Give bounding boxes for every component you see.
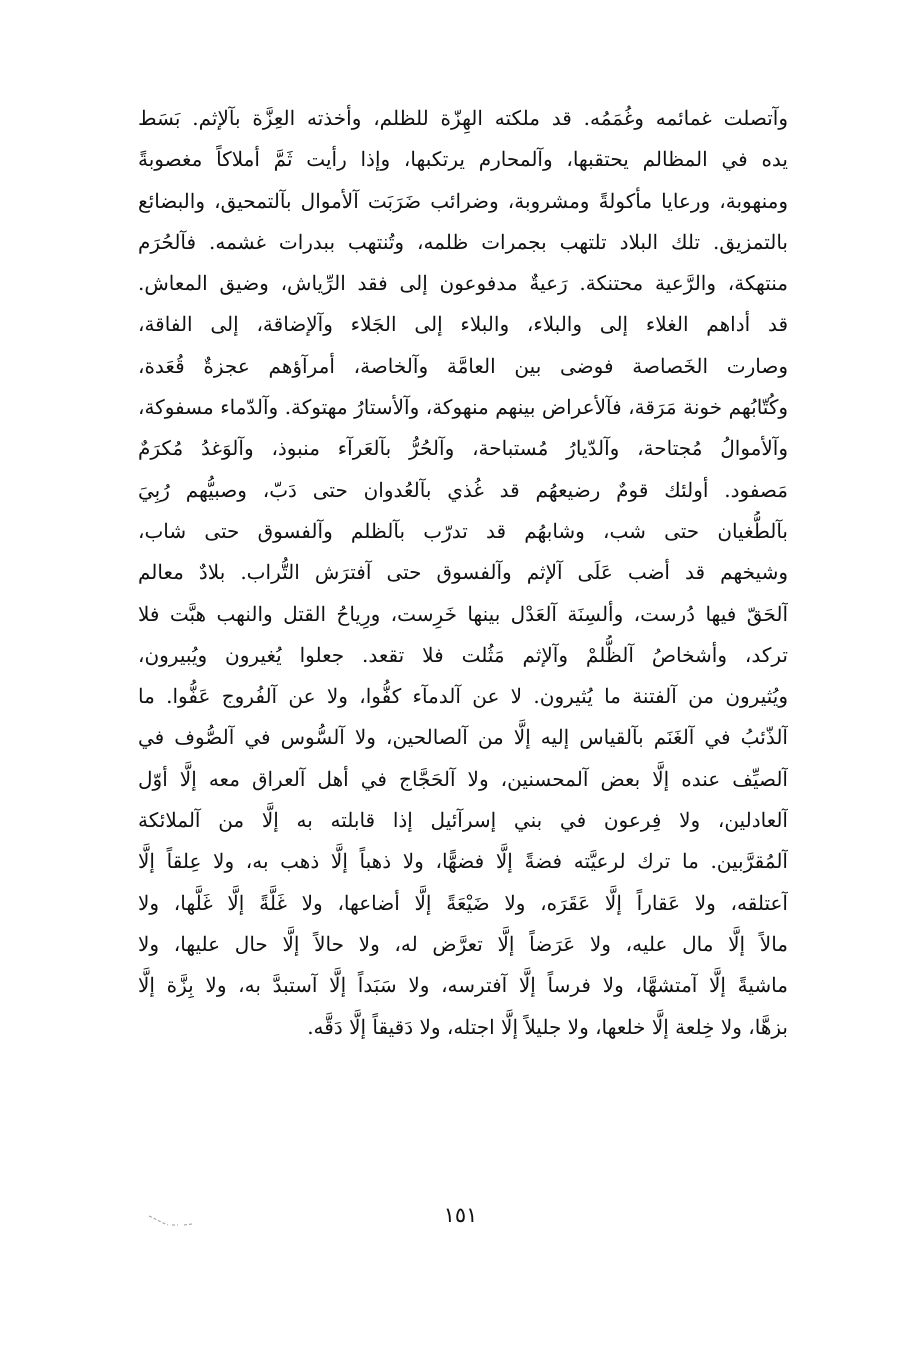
text-line: آلعادلين، ولا فِرعون في بني إسرآئيل إذا قابلته به إلَّا من آلملائكة [138, 808, 788, 833]
text-line: ماشيةً إلَّا آمتشهَّا، ولا فرساً إلَّا آفترسه، ولا سَبَداً إلَّا آستبدَّ به، ولا بِزَّة إلَّا [138, 973, 788, 998]
text-line: مَصفود. أولئك قومٌ رضيعهُم قد غُذي بآلعُدوان حتى دَبّ، وصبيُّهم رُبِيَ [138, 477, 788, 502]
text-line: بالتمزيق. تلك البلاد تلتهب بجمرات ظلمه، وتُنتهب ببدرات غشمه. فآلحُرَم [138, 229, 788, 254]
text-line: وكُتّابُهم خونة مَرَقة، فآلأعراض بينهم منهوكة، وآلأستارُ مهتوكة. وآلدّماء مسفوكة، [138, 395, 788, 420]
text-line: آلذّئبُ في آلغَنَم بآلقياس إليه إلَّا من آلصالحين، ولا آلسُّوس في آلصُّوف في [138, 725, 788, 750]
text-line: منتهكة، والرَّعية محتنكة. رَعيةٌ مدفوعون إلى فقد الرِّياش، وضيق المعاش. [138, 271, 788, 296]
text-line: ومنهوبة، ورعايا مأكولةً ومشروبة، وضرائب ضَرَبَت آلأموال بآلتمحيق، والبضائع [138, 188, 788, 213]
text-line: يده في المظالم يحتقبها، وآلمحارم يرتكبها، وإذا رأيت ثَمَّ أملاكاً مغصوبةً [138, 147, 788, 172]
text-line: تركد، وأشخاصُ آلظُّلمْ وآلإثم مَثُلت فلا تقعد. جعلوا يُغيرون ويُبيرون، [138, 642, 788, 667]
text-line: بزهَّا، ولا خِلعة إلَّا خلعها، ولا جليلاً إلَّا اجتله، ولا دَقيقاً إلَّا دَقَّه. [307, 1014, 788, 1039]
text-line: وصارت الخَصاصة فوضى بين العامَّة وآلخاصة، أمرآؤهم عجزةٌ قُعَدة، [138, 353, 788, 378]
text-line: ويُثيرون من آلفتنة ما يُثيرون. لا عن آلدمآء كفُّوا، ولا عن آلفُروج عَفُّوا. ما [138, 684, 788, 709]
text-line: آلحَقّ فيها دُرست، وألسِنَة آلعَدْل بينها خَرِست، ورِياحُ القتل والنهب هبَّت فلا [138, 601, 788, 626]
text-line: مالاً إلَّا مال عليه، ولا عَرَضاً إلَّا تعرَّض له، ولا حالاً إلَّا حال عليها، ولا [138, 931, 788, 956]
text-line: وشيخهم قد أضب عَلَى آلإثم وآلفسوق حتى آفترَش التُّراب. بلادٌ معالم [138, 560, 788, 585]
page-number: ١٥١ [443, 1203, 478, 1227]
text-line: آلصيِّف عنده إلَّا بعض آلمحسنين، ولا آلحَجَّاج في أهل آلعراق معه إلَّا أوّل [138, 766, 788, 791]
text-line: وآلأموالُ مُجتاحة، وآلدّيارُ مُستباحة، وآلحُرُّ بآلعَرآء منبوذ، وآلوَغدُ مُكرَمٌ [138, 436, 788, 461]
body-text [138, 98, 788, 1048]
text-line: بآلطُّغيان حتى شب، وشابهُم قد تدرّب بآلظلم وآلفسوق حتى شاب، [138, 518, 788, 543]
text-line: آلمُقرَّبين. ما ترك لرعيَّته فضةً إلَّا فضهًّا، ولا ذهباً إلَّا ذهب به، ولا عِلقاً إلَّا [138, 849, 788, 874]
text-line: آعتلقه، ولا عَقاراً إلَّا عَقَرَه، ولا ضَيْعَةً إلَّا أضاعها، ولا غَلَّةً إلَّا غَلَّها، ولا [138, 890, 788, 915]
text-line: قد أداهم الغلاء إلى والبلاء، والبلاء إلى الجَلاء وآلإضاقة، إلى الفاقة، [138, 312, 788, 337]
text-line: وآتصلت غمائمه وغُمَمُه. قد ملكته الهِزّة للظلم، وأخذته العِزَّة بآلإثم. بَسَط [138, 106, 788, 130]
